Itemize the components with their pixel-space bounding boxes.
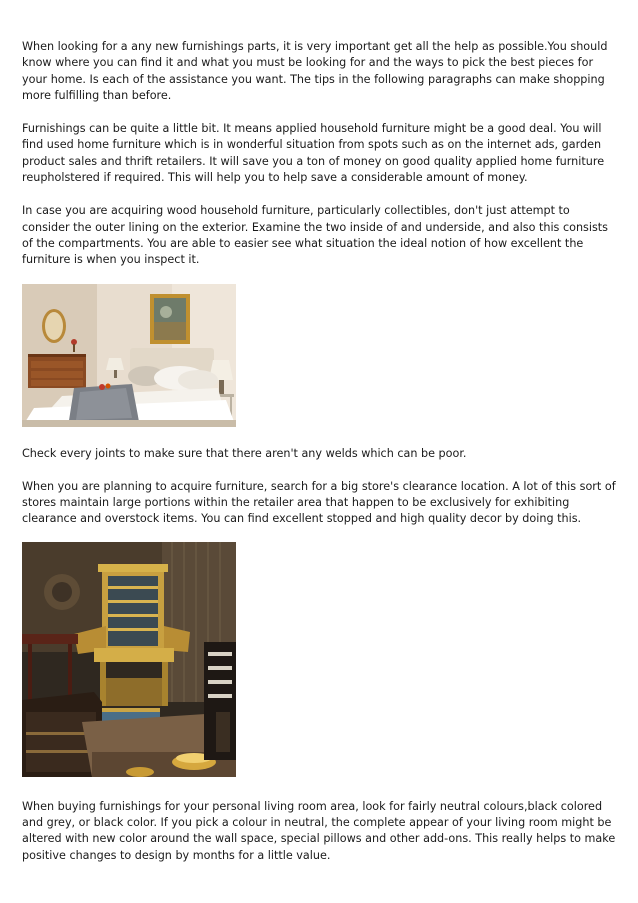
paragraph-clearance: When you are planning to acquire furniture, search for a big store's clearance location. A lot of this sort of stores maintain large portions within the retailer area that happen to be exclusively for exhibiting clearance and overstock items. You can find excellent stopped and high quality decor by doing this. <box>22 479 616 526</box>
bedroom-photo <box>22 284 618 427</box>
paragraph-used-furniture: Furnishings can be quite a little bit. It means applied household furniture might be a good deal. You will find used home furniture which is in wonderful situation from spots such as on the internet ads, garden product sales and thrift retailers. It will save you a ton of money on good quality applied home furniture reupholstered if required. This will help you to help save a considerable amount of money. <box>22 122 605 185</box>
document-page <box>22 39 618 881</box>
paragraph-living-room: When buying furnishings for your personal living room area, look for fairly neutral colours,black colored and grey, or black color. If you pick a colour in neutral, the complete appear of your living room might be altered with new color around the wall space, special pillows and other add-ons. This really helps to make positive changes to design by months for a little value. <box>22 799 616 862</box>
paragraph-wood-furniture: In case you are acquiring wood household furniture, particularly collectibles, don't just attempt to consider the outer lining on the exterior. Examine the two inside of and underside, and also this consists of the compartments. You are able to easier see what situation the ideal notion of how excellent the furniture is when you inspect it. <box>22 204 609 267</box>
paragraph-joints: Check every joints to make sure that there aren't any welds which can be poor. <box>22 446 467 460</box>
paragraph-intro: When looking for a any new furnishings parts, it is very important get all the help as possible.You should know where you can find it and what you must be looking for and the ways to pick the best pieces for your home. Is each of the assistance you want. The tips in the following paragraphs can make shopping more fulfilling than before. <box>22 40 608 102</box>
egyptian-furniture-photo <box>22 542 618 777</box>
